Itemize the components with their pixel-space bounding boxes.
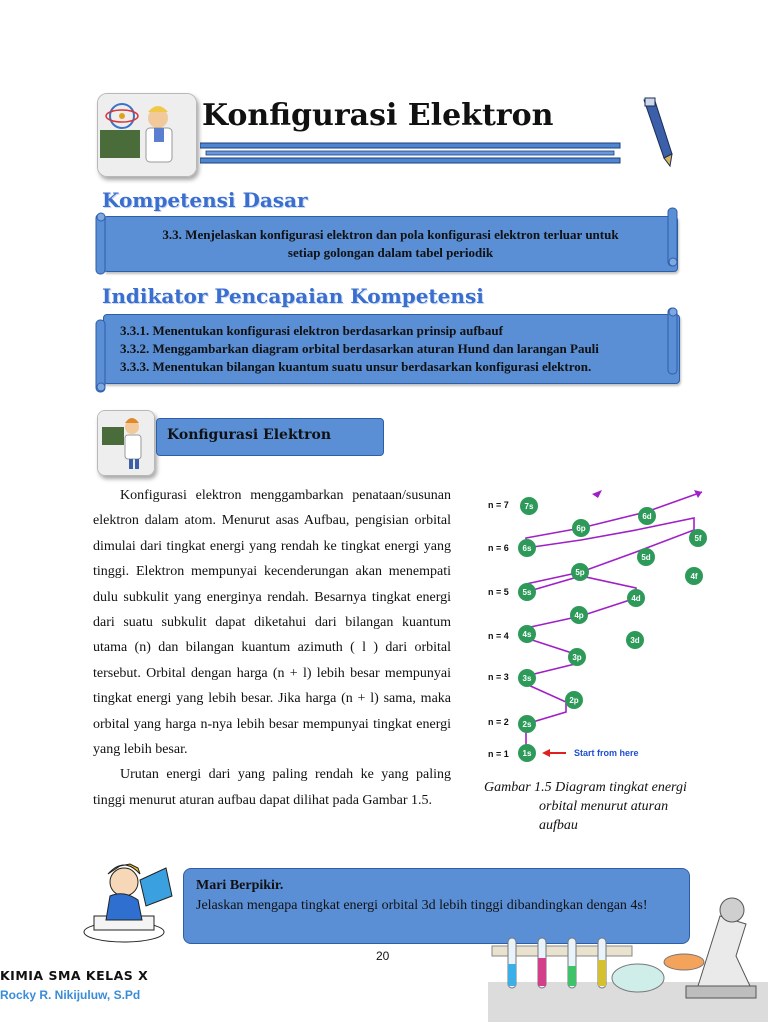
think-body: Jelaskan mengapa tingkat energi orbital 3d lebih tinggi dibandingkan dengan 4s! (196, 898, 648, 913)
footer-course: KIMIA SMA KELAS X (0, 968, 149, 983)
orbital-node (518, 715, 536, 733)
orbital-node (568, 648, 586, 666)
svg-text:6s: 6s (522, 544, 532, 553)
orbital-node (518, 625, 536, 643)
svg-text:4s: 4s (522, 630, 532, 639)
svg-text:5d: 5d (641, 553, 651, 562)
svg-text:6d: 6d (642, 512, 652, 521)
indikator-item-3: 3.3.3. Menentukan bilangan kuantum suatu unsur berdasarkan konfigurasi elektron. (120, 359, 592, 374)
start-marker (542, 748, 639, 758)
paragraph-1: Konfigurasi elektron menggambarkan penataan/susunan elektron dalam atom. Menurut asas Aufbau, pengisian orbital dimulai dari tingkat energi yang rendah ke tingkat energi yang tinggi. Elektron mempunyai kecenderungan akan menempati dulu subkulit yang energinya rendah. Besarnya tingkat energi dari suatu subkulit dapat diketahui dari bilangan kuantum utama (n) dan bilangan kuantum azimuth ( l ) dari orbital tersebut. Orbital dengan harga (n + l) lebih besar mempunyai tingkat energi yang lebih besar. Jika harga (n + l) sama, maka orbital yang harga n-nya lebih besar mempunyai tingkat energi yang lebih besar. (93, 488, 451, 758)
level-label: n = 4 (488, 631, 509, 641)
svg-text:5s: 5s (522, 588, 532, 597)
caption-line-3: aufbau (539, 818, 578, 833)
svg-text:4d: 4d (631, 594, 641, 603)
footer-author: Rocky R. Nikijuluw, S.Pd (0, 988, 141, 1002)
scroll-curl-left (94, 210, 108, 276)
kompetensi-line-1: 3.3. Menjelaskan konfigurasi elektron dan pola konfigurasi elektron terluar untuk (162, 227, 619, 242)
figure-caption (484, 778, 724, 835)
chapter-logo (97, 93, 197, 177)
svg-text:5f: 5f (694, 534, 702, 543)
level-label: n = 7 (488, 500, 509, 510)
chapter-title: Konfigurasi Elektron (202, 98, 554, 133)
indikator-item-2: 3.3.2. Menggambarkan diagram orbital berdasarkan aturan Hund dan larangan Pauli (120, 341, 599, 356)
level-label: n = 1 (488, 749, 509, 759)
orbital-node (518, 669, 536, 687)
paragraph-2: Urutan energi dari yang paling rendah ke yang paling tinggi menurut aturan aufbau dapat dilihat pada Gambar 1.5. (93, 767, 451, 808)
pen-icon (640, 96, 676, 168)
subsection-logo (97, 410, 155, 476)
level-label: n = 2 (488, 717, 509, 727)
svg-text:7s: 7s (524, 502, 534, 511)
caption-line-1: Gambar 1.5 Diagram tingkat energi (484, 780, 687, 795)
level-label: n = 5 (488, 587, 509, 597)
title-underline-bars (200, 141, 660, 165)
level-labels (488, 500, 509, 759)
indikator-item-1: 3.3.1. Menentukan konfigurasi elektron berdasarkan prinsip aufbauf (120, 323, 503, 338)
svg-text:2s: 2s (522, 720, 532, 729)
svg-text:4p: 4p (574, 611, 584, 620)
orbital-node (571, 563, 589, 581)
scroll-curl-right-2 (666, 306, 680, 376)
level-label: n = 3 (488, 672, 509, 682)
think-title: Mari Berpikir. (196, 878, 284, 893)
start-label: Start from here (574, 748, 639, 758)
svg-text:6p: 6p (576, 524, 586, 533)
page-number: 20 (376, 949, 390, 963)
svg-text:3d: 3d (630, 636, 640, 645)
caption-line-2: orbital menurut aturan (539, 799, 669, 814)
orbital-node (518, 583, 536, 601)
scroll-curl-left-2 (94, 318, 108, 394)
orbital-node (520, 497, 538, 515)
svg-text:3s: 3s (522, 674, 532, 683)
svg-text:3p: 3p (572, 653, 582, 662)
svg-text:5p: 5p (575, 568, 585, 577)
scroll-curl-right (666, 206, 680, 268)
svg-text:2p: 2p (569, 696, 579, 705)
orbital-node (518, 539, 536, 557)
indikator-scroll (103, 314, 680, 384)
kompetensi-line-2: setiap golongan dalam tabel periodik (287, 245, 494, 260)
body-text (93, 483, 451, 813)
orbital-node (565, 691, 583, 709)
orbital-node (572, 519, 590, 537)
svg-text:4f: 4f (690, 572, 698, 581)
orbital-node (638, 507, 656, 525)
svg-text:1s: 1s (522, 749, 532, 758)
student-reading-illustration (80, 860, 180, 946)
aufbau-arrows (526, 492, 702, 746)
orbital-nodes (518, 497, 707, 762)
lab-equipment-illustration (488, 886, 768, 1022)
orbital-node (685, 567, 703, 585)
level-label: n = 6 (488, 543, 509, 553)
orbital-node (637, 548, 655, 566)
orbital-node (689, 529, 707, 547)
kompetensi-heading: Kompetensi Dasar (102, 188, 308, 212)
aufbau-diagram (482, 488, 726, 766)
subsection-label: Konfigurasi Elektron (167, 427, 332, 443)
orbital-node (570, 606, 588, 624)
orbital-node (627, 589, 645, 607)
arrowheads (592, 490, 702, 498)
orbital-node (518, 744, 536, 762)
kompetensi-scroll (103, 216, 678, 272)
subsection-badge (156, 418, 384, 456)
indikator-heading: Indikator Pencapaian Kompetensi (102, 284, 484, 308)
orbital-node (626, 631, 644, 649)
